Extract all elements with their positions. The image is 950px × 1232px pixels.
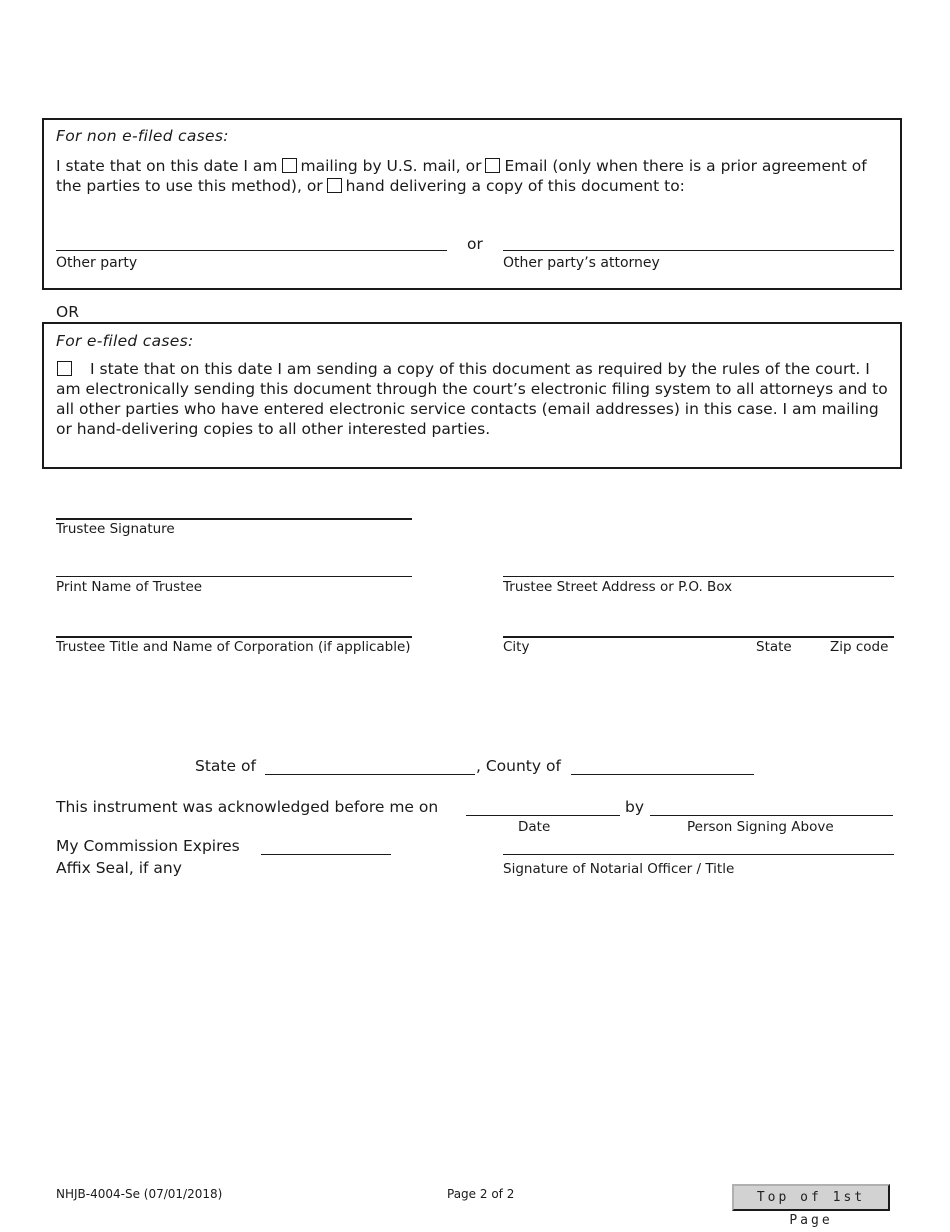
date-label: Date bbox=[518, 819, 551, 835]
zip-label: Zip code bbox=[830, 639, 889, 655]
county-of-field[interactable] bbox=[571, 774, 754, 775]
person-signing-field[interactable] bbox=[650, 815, 893, 816]
efiled-checkbox[interactable] bbox=[57, 361, 72, 376]
acknowledged-date-field[interactable] bbox=[466, 815, 620, 816]
commission-expires-label: My Commission Expires bbox=[56, 837, 240, 855]
or-divider: OR bbox=[56, 303, 79, 321]
acknowledged-label: This instrument was acknowledged before me on bbox=[56, 798, 439, 816]
form-id: NHJB-4004-Se (07/01/2018) bbox=[56, 1187, 223, 1201]
person-signing-label: Person Signing Above bbox=[687, 819, 834, 835]
non-efiled-statement bbox=[56, 156, 886, 196]
commission-expires-field[interactable] bbox=[261, 854, 391, 855]
mail-checkbox[interactable] bbox=[282, 158, 297, 173]
other-party-field[interactable] bbox=[56, 250, 447, 251]
state-label: State bbox=[756, 639, 792, 655]
option-email-label: Email (only when there is a prior agreement of the parties to use this method), or bbox=[56, 157, 867, 195]
other-party-attorney-label: Other party’s attorney bbox=[503, 255, 660, 271]
notary-signature-label: Signature of Notarial Officer / Title bbox=[503, 861, 735, 877]
by-label: by bbox=[625, 798, 645, 816]
efiled-heading: For e-filed cases: bbox=[56, 332, 194, 350]
state-of-label: State of bbox=[195, 757, 256, 775]
street-address-field[interactable] bbox=[503, 576, 894, 577]
other-party-label: Other party bbox=[56, 255, 138, 271]
other-party-attorney-field[interactable] bbox=[503, 250, 894, 251]
page-number: Page 2 of 2 bbox=[447, 1187, 515, 1201]
or-label: or bbox=[467, 235, 483, 253]
option-hand-label: hand delivering a copy of this document to: bbox=[345, 177, 685, 195]
title-corporation-label: Trustee Title and Name of Corporation (if applicable) bbox=[56, 639, 411, 655]
title-corporation-field[interactable] bbox=[56, 636, 412, 638]
efiled-statement: I state that on this date I am sending a copy of this document as required by the rules of the court. I am electronically sending this document through the court’s electronic filing system to all attorneys and to all other parties who have entered electronic service contacts (email addresses) in this case. I am mailing or hand-delivering copies to all other interested parties. bbox=[56, 360, 888, 438]
print-name-label: Print Name of Trustee bbox=[56, 579, 203, 595]
county-of-label: , County of bbox=[476, 757, 561, 775]
non-efiled-heading: For non e-filed cases: bbox=[56, 127, 229, 145]
top-of-first-page-button[interactable]: Top of 1st Page bbox=[732, 1184, 890, 1211]
city-state-zip-field[interactable] bbox=[503, 636, 894, 638]
trustee-signature-field[interactable] bbox=[56, 518, 412, 520]
state-of-field[interactable] bbox=[265, 774, 475, 775]
notary-signature-field[interactable] bbox=[503, 854, 894, 855]
option-mail-label: mailing by U.S. mail, or bbox=[300, 157, 482, 175]
affix-seal-label: Affix Seal, if any bbox=[56, 859, 182, 877]
email-checkbox[interactable] bbox=[485, 158, 500, 173]
hand-delivery-checkbox[interactable] bbox=[327, 178, 342, 193]
trustee-signature-label: Trustee Signature bbox=[56, 521, 175, 537]
efiled-statement-block bbox=[56, 359, 890, 439]
city-label: City bbox=[503, 639, 530, 655]
statement-start: I state that on this date I am bbox=[56, 157, 278, 175]
print-name-field[interactable] bbox=[56, 576, 412, 577]
street-address-label: Trustee Street Address or P.O. Box bbox=[503, 579, 733, 595]
